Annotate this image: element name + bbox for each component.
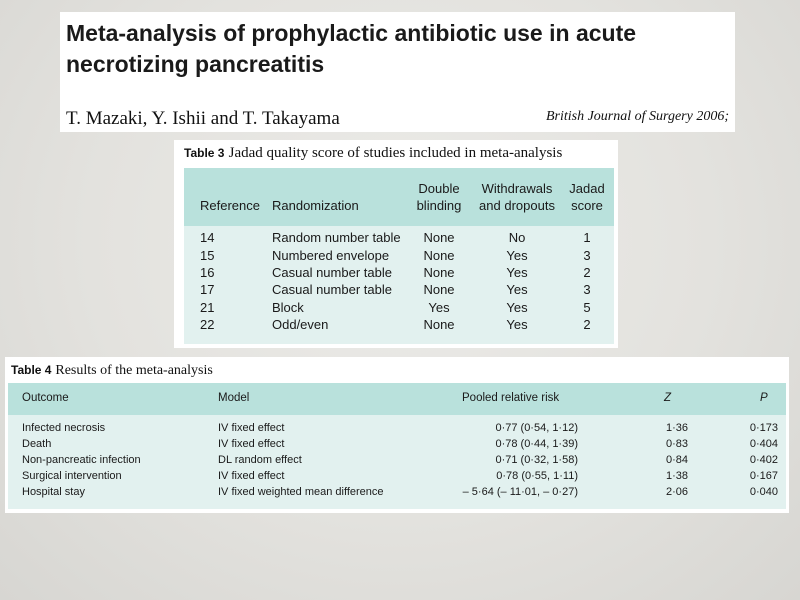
table4-caption-label: Table 4 xyxy=(11,363,52,377)
table3-cell-withdrawals: Yes xyxy=(506,317,528,332)
paper-title: Meta-analysis of prophylactic antibiotic use in acute necrotizing pancreatitis xyxy=(66,20,637,77)
table3-cell-jadad-score: 5 xyxy=(583,300,591,315)
table4-cell-pooled-rr: 0·78 (0·44, 1·39) xyxy=(495,438,578,450)
table4-cell-model: IV fixed effect xyxy=(218,470,285,482)
table4-cell-p: 0·404 xyxy=(749,438,778,450)
journal-citation: British Journal of Surgery 2006; xyxy=(545,109,729,124)
table4-header-p: P xyxy=(760,392,768,404)
table3-cell-reference: 22 xyxy=(200,317,215,332)
table4-cell-p: 0·402 xyxy=(749,454,778,466)
table4-cell-pooled-rr: – 5·64 (– 11·01, – 0·27) xyxy=(462,486,578,498)
table4-cell-outcome: Surgical intervention xyxy=(22,470,122,482)
table3-cell-randomization: Numbered envelope xyxy=(272,248,390,263)
table3-header-withdrawals: Withdrawals and dropouts xyxy=(479,181,555,213)
table3-cell-double-blinding: None xyxy=(423,282,455,297)
paper-authors: T. Mazaki, Y. Ishii and T. Takayama xyxy=(66,108,340,129)
table3-cell-reference: 15 xyxy=(200,248,215,263)
table3-header-row xyxy=(184,168,614,226)
table3-body xyxy=(184,168,614,344)
table3-caption-text: Jadad quality score of studies included in meta-analysis xyxy=(228,145,563,161)
table4-cell-outcome: Death xyxy=(22,438,52,450)
table3-cell-double-blinding: None xyxy=(423,317,455,332)
table4-cell-outcome: Non-pancreatic infection xyxy=(22,454,141,466)
table3-cell-randomization: Casual number table xyxy=(272,265,392,280)
table3-cell-jadad-score: 2 xyxy=(583,265,591,280)
table4-cell-z: 0·84 xyxy=(665,454,688,466)
table3-header-jadad-score: Jadad score xyxy=(569,181,605,213)
meta-analysis-results-table xyxy=(5,357,789,513)
table3-header-reference: Reference xyxy=(200,198,260,213)
table3-cell-randomization: Casual number table xyxy=(272,282,392,297)
table4-header-outcome: Outcome xyxy=(22,392,69,404)
table4-cell-pooled-rr: 0·77 (0·54, 1·12) xyxy=(495,422,578,434)
table3-cell-jadad-score: 1 xyxy=(583,230,591,245)
table3-cell-withdrawals: Yes xyxy=(506,282,528,297)
table4-cell-p: 0·173 xyxy=(749,422,778,434)
table4-cell-z: 2·06 xyxy=(665,486,688,498)
table4-cell-model: IV fixed weighted mean difference xyxy=(218,486,384,498)
table4-cell-z: 1·38 xyxy=(665,470,688,482)
table4-cell-pooled-rr: 0·71 (0·32, 1·58) xyxy=(495,454,578,466)
table4-cell-z: 0·83 xyxy=(665,438,688,450)
jadad-score-table xyxy=(174,140,618,348)
table4-header-model: Model xyxy=(218,392,250,404)
table4-header-pooled-rr: Pooled relative risk xyxy=(462,392,560,404)
table4-cell-outcome: Hospital stay xyxy=(22,486,85,498)
table4-caption xyxy=(11,361,213,379)
table4-cell-model: DL random effect xyxy=(218,454,302,466)
table3-caption xyxy=(184,144,562,162)
table3-cell-withdrawals: No xyxy=(508,230,526,245)
table4-header-row xyxy=(8,383,786,415)
table3-cell-randomization: Random number table xyxy=(272,230,401,245)
table4-cell-p: 0·040 xyxy=(749,486,778,498)
table4-header-z: Z xyxy=(664,392,672,404)
table3-cell-jadad-score: 3 xyxy=(583,248,591,263)
table3-cell-reference: 21 xyxy=(200,300,215,315)
table3-cell-withdrawals: Yes xyxy=(506,248,528,263)
table3-cell-double-blinding: None xyxy=(423,248,455,263)
table3-cell-reference: 14 xyxy=(200,230,215,245)
table4-cell-model: IV fixed effect xyxy=(218,438,285,450)
table4-body xyxy=(8,383,786,509)
table3-header-double-blinding: Double blinding xyxy=(416,181,462,213)
table4-cell-p: 0·167 xyxy=(749,470,778,482)
table3-cell-double-blinding: Yes xyxy=(428,300,450,315)
table3-cell-reference: 16 xyxy=(200,265,215,280)
table3-cell-reference: 17 xyxy=(200,282,215,297)
table4-caption-text: Results of the meta-analysis xyxy=(55,363,213,378)
table3-cell-double-blinding: None xyxy=(423,230,455,245)
table4-cell-model: IV fixed effect xyxy=(218,422,285,434)
table3-cell-withdrawals: Yes xyxy=(506,265,528,280)
table3-cell-double-blinding: None xyxy=(423,265,455,280)
table3-cell-jadad-score: 3 xyxy=(583,282,591,297)
paper-header xyxy=(60,12,735,132)
table4-cell-outcome: Infected necrosis xyxy=(22,422,106,434)
table4-cell-z: 1·36 xyxy=(665,422,688,434)
table3-cell-randomization: Odd/even xyxy=(272,317,329,332)
table3-cell-randomization: Block xyxy=(272,300,304,315)
table3-cell-withdrawals: Yes xyxy=(506,300,528,315)
table4-cell-pooled-rr: 0·78 (0·55, 1·11) xyxy=(496,470,578,482)
table3-cell-jadad-score: 2 xyxy=(583,317,591,332)
table3-header-randomization: Randomization xyxy=(272,198,359,213)
table3-caption-label: Table 3 xyxy=(184,146,225,160)
